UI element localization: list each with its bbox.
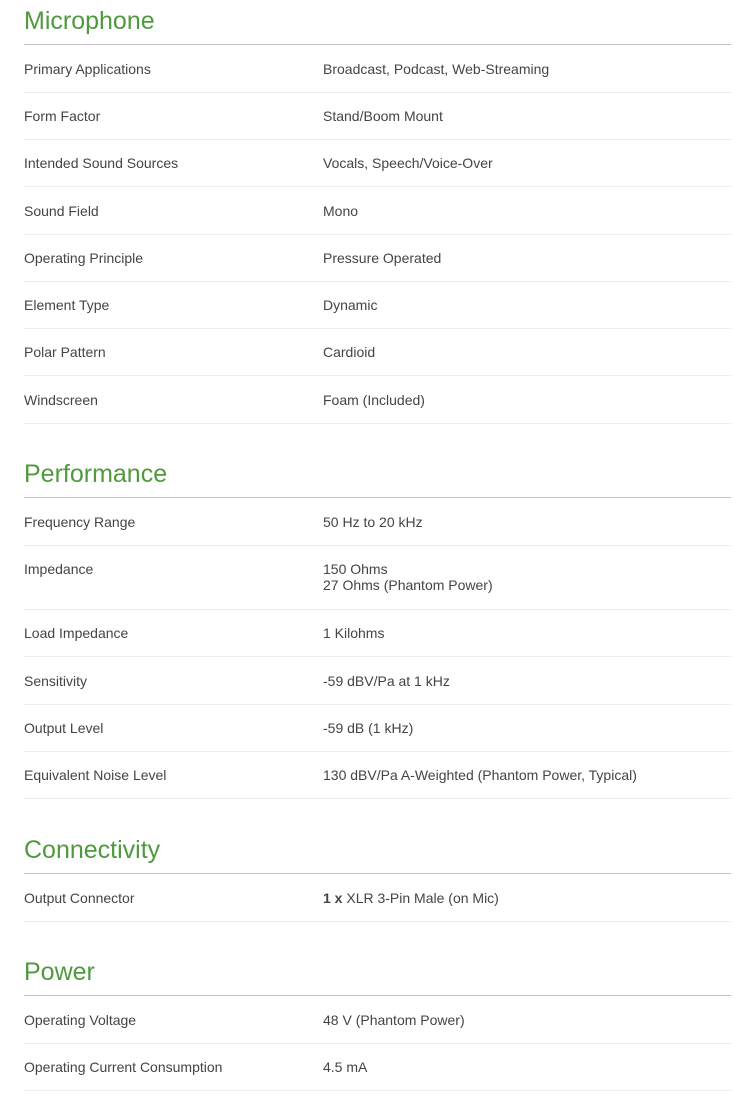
quantity: 1 x: [323, 890, 343, 906]
spec-value: 48 V (Phantom Power): [323, 1012, 465, 1028]
spec-value: Foam (Included): [323, 392, 425, 408]
spec-label: Operating Voltage: [24, 1012, 137, 1028]
row-divider: [24, 328, 731, 329]
row-divider: [24, 92, 731, 93]
section-rule: [24, 995, 731, 996]
row-divider: [24, 921, 731, 922]
spec-label: Frequency Range: [24, 514, 136, 530]
spec-value: Vocals, Speech/Voice-Over: [323, 155, 493, 171]
spec-value: Dynamic: [323, 297, 378, 313]
row-divider: [24, 139, 731, 140]
spec-value: 50 Hz to 20 kHz: [323, 514, 423, 530]
spec-value: Broadcast, Podcast, Web-Streaming: [323, 61, 550, 77]
section-title: Performance: [24, 460, 168, 488]
spec-label: Output Connector: [24, 890, 135, 906]
spec-value: 1 Kilohms: [323, 625, 385, 641]
spec-label: Polar Pattern: [24, 344, 106, 360]
row-divider: [24, 798, 731, 799]
spec-label: Windscreen: [24, 392, 98, 408]
spec-value: -59 dBV/Pa at 1 kHz: [323, 673, 450, 689]
spec-label: Primary Applications: [24, 61, 151, 77]
spec-label: Equivalent Noise Level: [24, 767, 167, 783]
spec-value: 150 Ohms 27 Ohms (Phantom Power): [323, 561, 493, 593]
spec-value: -59 dB (1 kHz): [323, 720, 414, 736]
row-divider: [24, 751, 731, 752]
spec-value: Mono: [323, 203, 359, 219]
spec-value: 130 dBV/Pa A-Weighted (Phantom Power, Typical): [323, 767, 637, 783]
section-rule: [24, 873, 731, 874]
spec-value: 1 x XLR 3-Pin Male (on Mic): [323, 890, 499, 906]
row-divider: [24, 704, 731, 705]
spec-label: Impedance: [24, 561, 94, 577]
section-rule: [24, 44, 731, 45]
row-divider: [24, 186, 731, 187]
spec-label: Operating Current Consumption: [24, 1059, 223, 1075]
spec-value: Pressure Operated: [323, 250, 442, 266]
spec-label: Form Factor: [24, 108, 101, 124]
spec-label: Intended Sound Sources: [24, 155, 179, 171]
row-divider: [24, 1043, 731, 1044]
row-divider: [24, 656, 731, 657]
section-title: Microphone: [24, 7, 155, 35]
spec-label: Load Impedance: [24, 625, 129, 641]
row-divider: [24, 281, 731, 282]
row-divider: [24, 234, 731, 235]
section-rule: [24, 497, 731, 498]
row-divider: [24, 375, 731, 376]
section-title: Connectivity: [24, 836, 161, 864]
row-divider: [24, 545, 731, 546]
spec-value: Cardioid: [323, 344, 376, 360]
spec-value: Stand/Boom Mount: [323, 108, 443, 124]
row-divider: [24, 423, 731, 424]
row-divider: [24, 1090, 731, 1091]
spec-label: Sound Field: [24, 203, 99, 219]
row-divider: [24, 609, 731, 610]
spec-value: 4.5 mA: [323, 1059, 368, 1075]
spec-label: Output Level: [24, 720, 104, 736]
section-title: Power: [24, 958, 95, 986]
spec-label: Operating Principle: [24, 250, 144, 266]
spec-label: Sensitivity: [24, 673, 88, 689]
spec-label: Element Type: [24, 297, 110, 313]
